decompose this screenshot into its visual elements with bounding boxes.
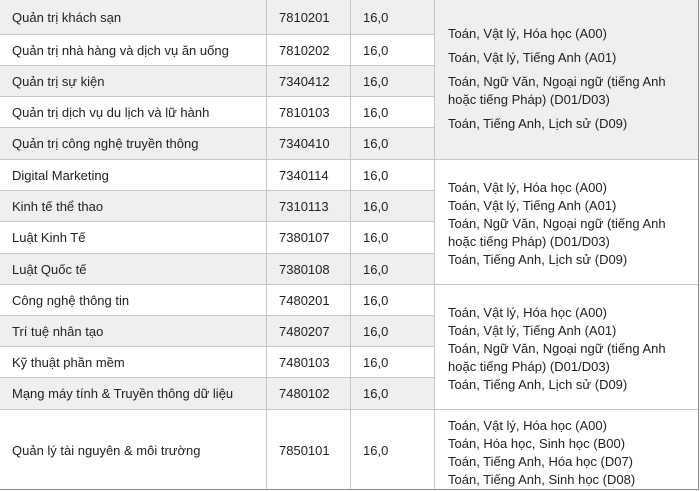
table-row bbox=[0, 254, 435, 285]
major-name: Quản lý tài nguyên & môi trường bbox=[0, 410, 267, 490]
table-row bbox=[0, 378, 435, 410]
cutoff-score: 16,0 bbox=[351, 0, 435, 34]
major-name: Digital Marketing bbox=[0, 160, 267, 190]
major-code: 7340410 bbox=[267, 128, 351, 159]
combination-line: Toán, Tiếng Anh, Lịch sử (D09) bbox=[448, 252, 628, 267]
cutoff-score: 16,0 bbox=[351, 378, 435, 409]
combination-line: Toán, Vật lý, Tiếng Anh (A01) bbox=[448, 323, 617, 338]
combination-line: Toán, Vật lý, Hóa học (A00) bbox=[448, 26, 607, 41]
combination-line: Toán, Ngữ Văn, Ngoại ngữ (tiếng Anh bbox=[448, 74, 666, 89]
combination-line: Toán, Ngữ Văn, Ngoại ngữ (tiếng Anh bbox=[448, 341, 666, 356]
major-name: Kỹ thuật phần mềm bbox=[0, 347, 267, 377]
table-row bbox=[0, 97, 435, 128]
major-name: Luật Kinh Tế bbox=[0, 222, 267, 253]
combination-line: Toán, Tiếng Anh, Lịch sử (D09) bbox=[448, 377, 628, 392]
table-bottom-border bbox=[0, 489, 699, 490]
cutoff-score: 16,0 bbox=[351, 66, 435, 96]
major-code: 7810103 bbox=[267, 97, 351, 127]
table-row bbox=[0, 128, 435, 160]
table-row bbox=[0, 0, 435, 35]
combination-line: hoặc tiếng Pháp) (D01/D03) bbox=[448, 92, 610, 107]
major-code: 7480201 bbox=[267, 285, 351, 315]
table-row bbox=[0, 35, 435, 66]
major-code: 7850101 bbox=[267, 410, 351, 490]
major-code: 7380107 bbox=[267, 222, 351, 253]
table-row bbox=[0, 222, 435, 254]
subject-combinations-cell bbox=[435, 410, 699, 490]
major-code: 7340412 bbox=[267, 66, 351, 96]
major-name: Quản trị khách sạn bbox=[0, 0, 267, 34]
combination-line: hoặc tiếng Pháp) (D01/D03) bbox=[448, 234, 610, 249]
combination-line: Toán, Vật lý, Hóa học (A00) bbox=[448, 418, 607, 433]
cutoff-score: 16,0 bbox=[351, 35, 435, 65]
major-name: Quản trị sự kiện bbox=[0, 66, 267, 96]
table-row bbox=[0, 285, 435, 316]
major-name: Kinh tế thể thao bbox=[0, 191, 267, 221]
subject-combinations-cell bbox=[435, 0, 699, 160]
table-row bbox=[0, 191, 435, 222]
cutoff-score: 16,0 bbox=[351, 97, 435, 127]
major-name: Công nghệ thông tin bbox=[0, 285, 267, 315]
cutoff-score: 16,0 bbox=[351, 285, 435, 315]
combination-line: Toán, Vật lý, Hóa học (A00) bbox=[448, 305, 607, 320]
combination-line: Toán, Tiếng Anh, Hóa học (D07) bbox=[448, 454, 634, 469]
major-name: Quản trị nhà hàng và dịch vụ ăn uống bbox=[0, 35, 267, 65]
cutoff-score: 16,0 bbox=[351, 222, 435, 253]
major-code: 7340114 bbox=[267, 160, 351, 190]
major-code: 7480102 bbox=[267, 378, 351, 409]
major-code: 7480207 bbox=[267, 316, 351, 346]
combination-line: Toán, Vật lý, Hóa học (A00) bbox=[448, 180, 607, 195]
cutoff-score: 16,0 bbox=[351, 254, 435, 284]
table-row bbox=[0, 160, 435, 191]
subject-combinations-cell bbox=[435, 160, 699, 285]
combination-line: Toán, Tiếng Anh, Lịch sử (D09) bbox=[448, 116, 628, 131]
combination-line: Toán, Ngữ Văn, Ngoại ngữ (tiếng Anh bbox=[448, 216, 666, 231]
combination-line: Toán, Vật lý, Tiếng Anh (A01) bbox=[448, 50, 617, 65]
major-code: 7310113 bbox=[267, 191, 351, 221]
cutoff-score: 16,0 bbox=[351, 128, 435, 159]
cutoff-score: 16,0 bbox=[351, 191, 435, 221]
combination-line: Toán, Tiếng Anh, Sinh học (D08) bbox=[448, 472, 636, 487]
major-name: Luật Quốc tế bbox=[0, 254, 267, 284]
cutoff-score: 16,0 bbox=[351, 410, 435, 490]
major-code: 7810201 bbox=[267, 0, 351, 34]
combination-line: Toán, Vật lý, Tiếng Anh (A01) bbox=[448, 198, 617, 213]
major-name: Quản trị công nghệ truyền thông bbox=[0, 128, 267, 159]
major-name: Quản trị dịch vụ du lịch và lữ hành bbox=[0, 97, 267, 127]
major-name: Trí tuệ nhân tạo bbox=[0, 316, 267, 346]
major-name: Mạng máy tính & Truyền thông dữ liệu bbox=[0, 378, 267, 409]
combination-line: Toán, Hóa học, Sinh học (B00) bbox=[448, 436, 626, 451]
table-row bbox=[0, 347, 435, 378]
cutoff-score: 16,0 bbox=[351, 347, 435, 377]
table-row bbox=[0, 410, 435, 490]
table-row bbox=[0, 316, 435, 347]
subject-combinations-cell bbox=[435, 285, 699, 410]
cutoff-score: 16,0 bbox=[351, 316, 435, 346]
table-right-border bbox=[698, 0, 699, 490]
cutoff-score: 16,0 bbox=[351, 160, 435, 190]
major-code: 7810202 bbox=[267, 35, 351, 65]
combination-line: hoặc tiếng Pháp) (D01/D03) bbox=[448, 359, 610, 374]
major-code: 7480103 bbox=[267, 347, 351, 377]
major-code: 7380108 bbox=[267, 254, 351, 284]
table-row bbox=[0, 66, 435, 97]
